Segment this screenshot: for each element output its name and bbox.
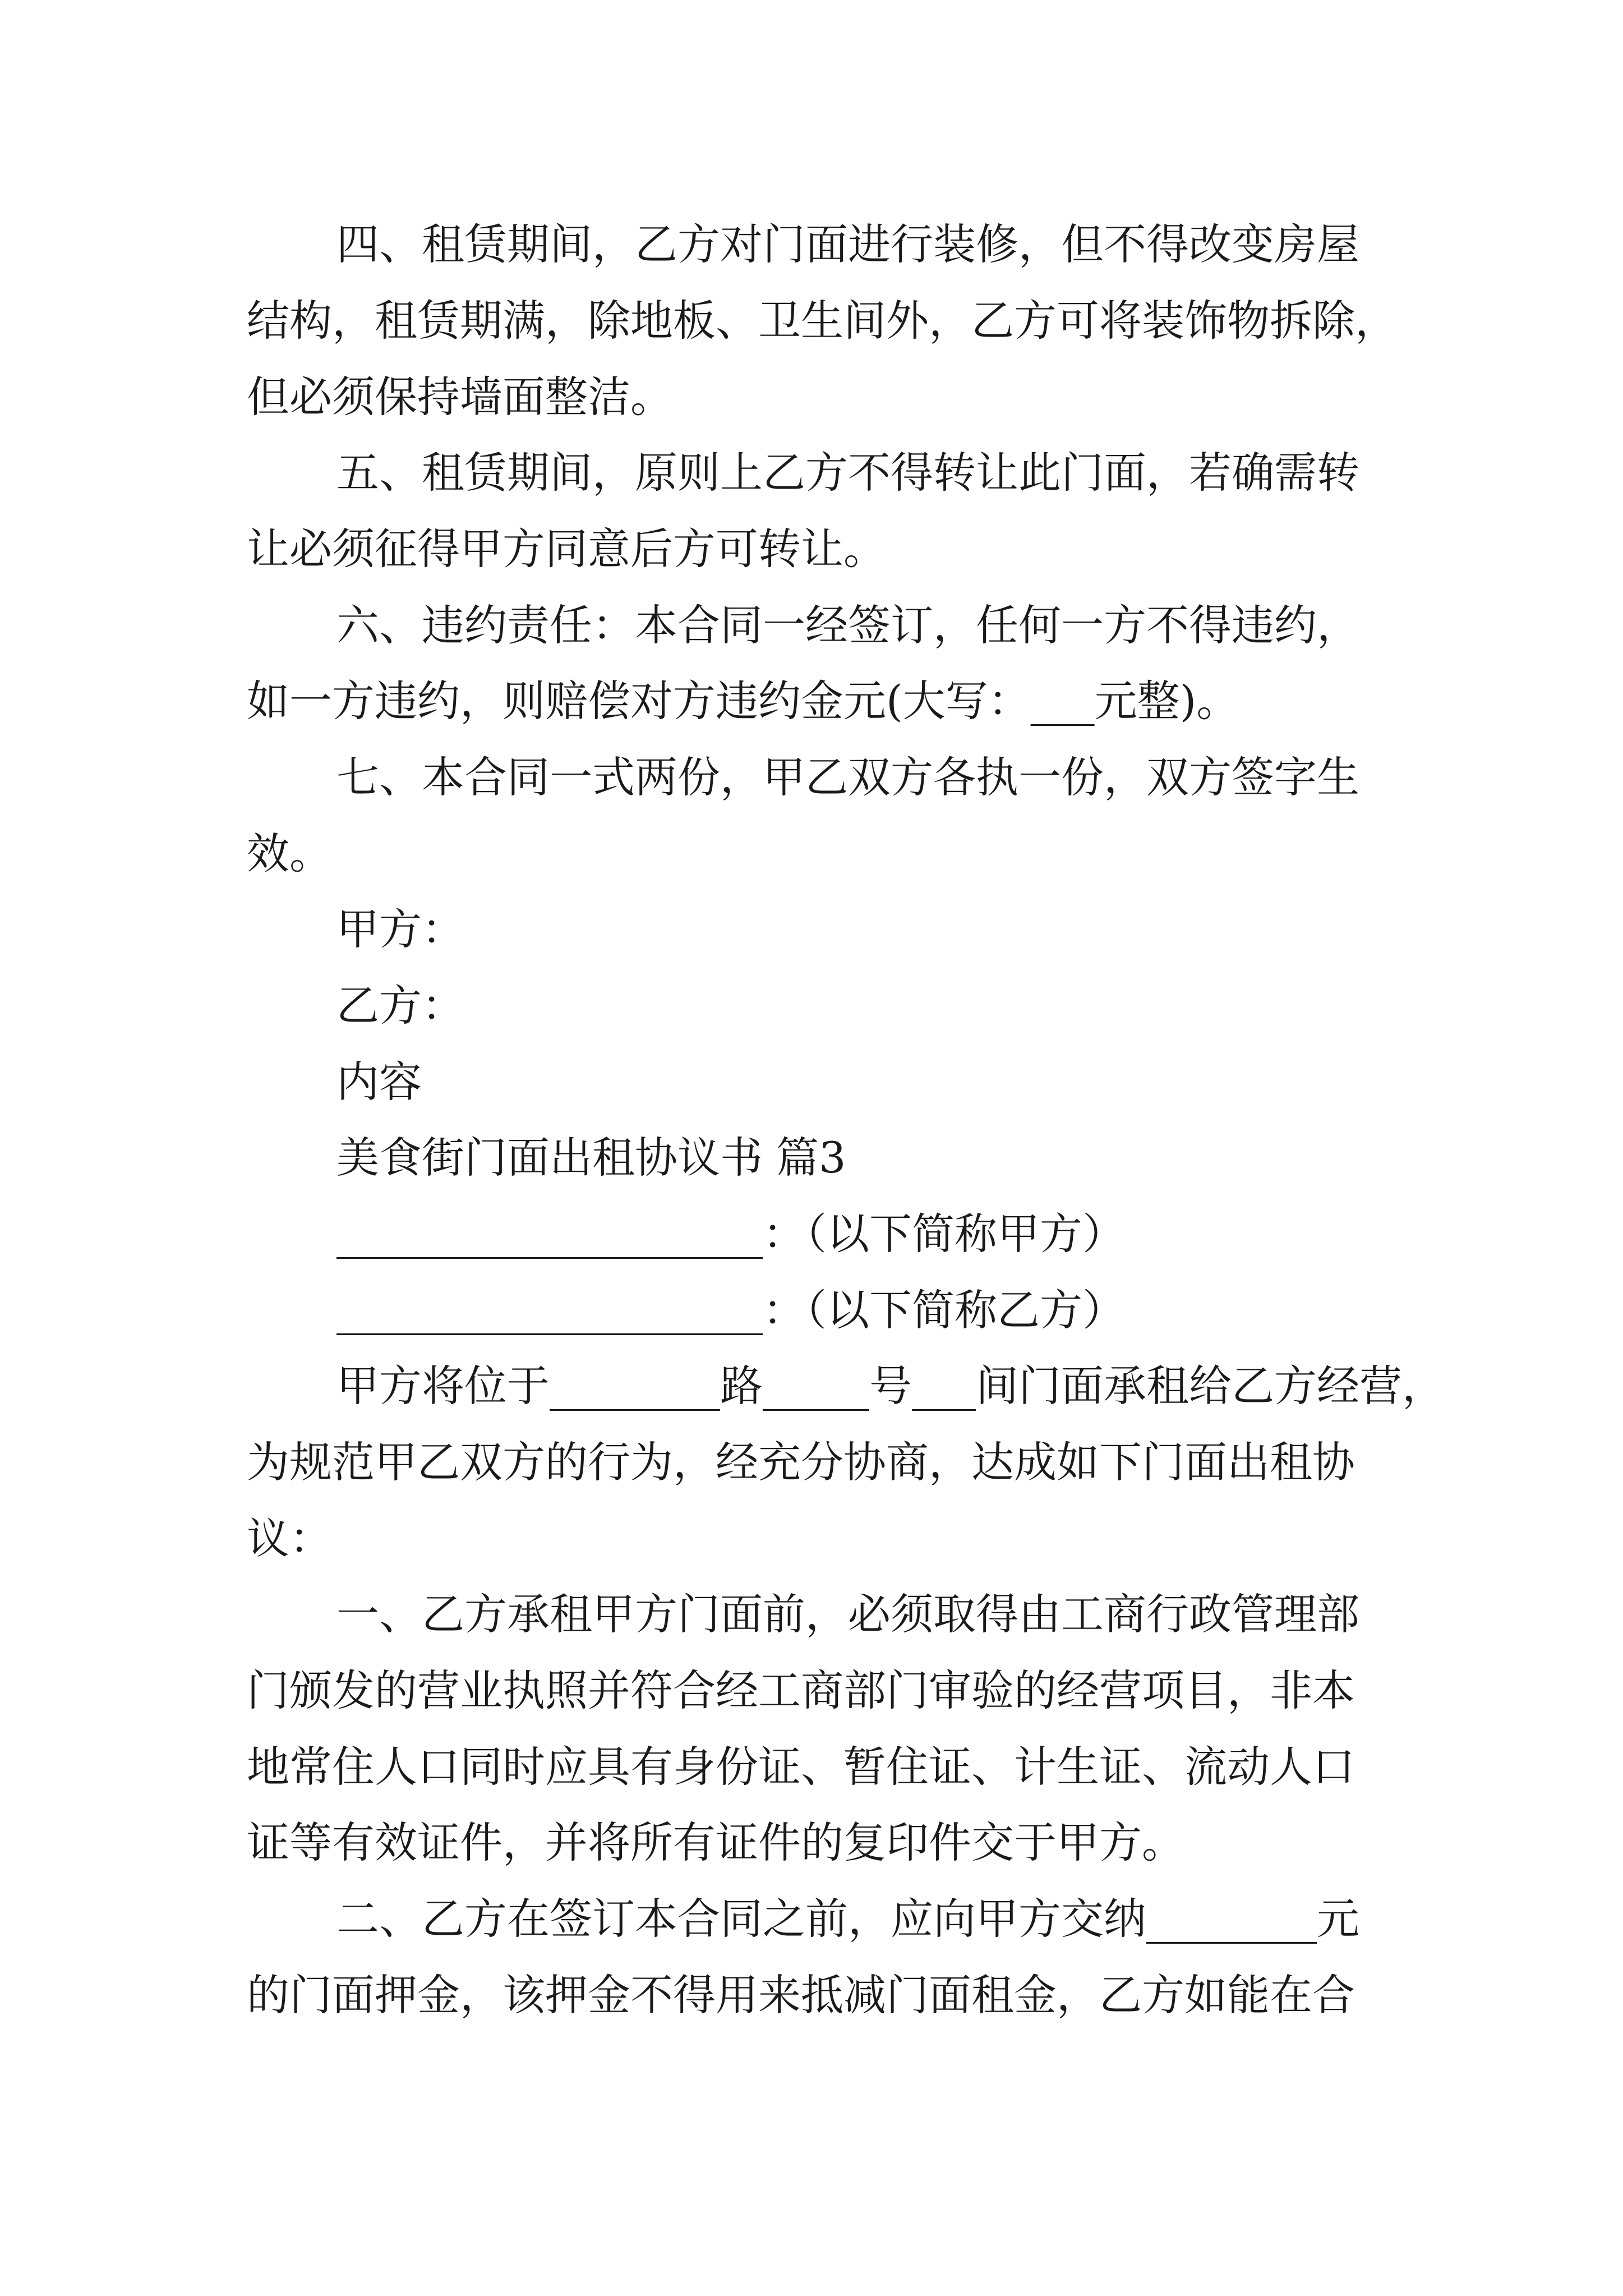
paragraph-line: 如一方违约，则赔偿对方违约金元(大写：___元整)。 <box>247 676 1239 726</box>
paragraph-line: 一、乙方承租甲方门面前，必须取得由工商行政管理部 <box>336 1589 1359 1639</box>
paragraph-line: 五、租赁期间，原则上乙方不得转让此门面，若确需转 <box>336 448 1359 498</box>
paragraph-line: 四、租赁期间，乙方对门面进行装修，但不得改变房屋 <box>336 219 1359 269</box>
paragraph-line: 证等有效证件，并将所有证件的复印件交于甲方。 <box>247 1818 1184 1867</box>
party-a-blank-line: ____________________：（以下简称甲方） <box>336 1209 1125 1259</box>
signature-label-party-b: 乙方： <box>336 981 464 1030</box>
paragraph-line: 议： <box>247 1513 332 1563</box>
paragraph-line: 效。 <box>247 829 332 878</box>
paragraph-line: 但必须保持墙面整洁。 <box>247 372 673 422</box>
paragraph-line: 七、本合同一式两份，甲乙双方各执一份，双方签字生 <box>336 752 1359 802</box>
paragraph-line: 二、乙方在签订本合同之前，应向甲方交纳________元 <box>336 1894 1359 1944</box>
party-b-blank-line: ____________________：（以下简称乙方） <box>336 1285 1125 1335</box>
paragraph-line: 地常住人口同时应具有身份证、暂住证、计生证、流动人口 <box>247 1742 1355 1792</box>
paragraph-line: 六、违约责任：本合同一经签订，任何一方不得违约， <box>336 600 1359 650</box>
paragraph-line: 结构，租赁期满，除地板、卫生间外，乙方可将装饰物拆除， <box>247 296 1398 346</box>
content-label: 内容 <box>336 1057 422 1107</box>
paragraph-line: 甲方将位于________路_____号___间门面承租给乙方经营， <box>336 1361 1445 1411</box>
paragraph-line: 门颁发的营业执照并符合经工商部门审验的经营项目，非本 <box>247 1665 1355 1715</box>
section-title: 美食街门面出租协议书 篇3 <box>336 1133 846 1182</box>
signature-label-party-a: 甲方： <box>336 904 464 954</box>
paragraph-line: 为规范甲乙双方的行为，经充分协商，达成如下门面出租协 <box>247 1437 1355 1487</box>
paragraph-line: 让必须征得甲方同意后方可转让。 <box>247 524 886 574</box>
paragraph-line: 的门面押金，该押金不得用来抵减门面租金，乙方如能在合 <box>247 1970 1355 2020</box>
